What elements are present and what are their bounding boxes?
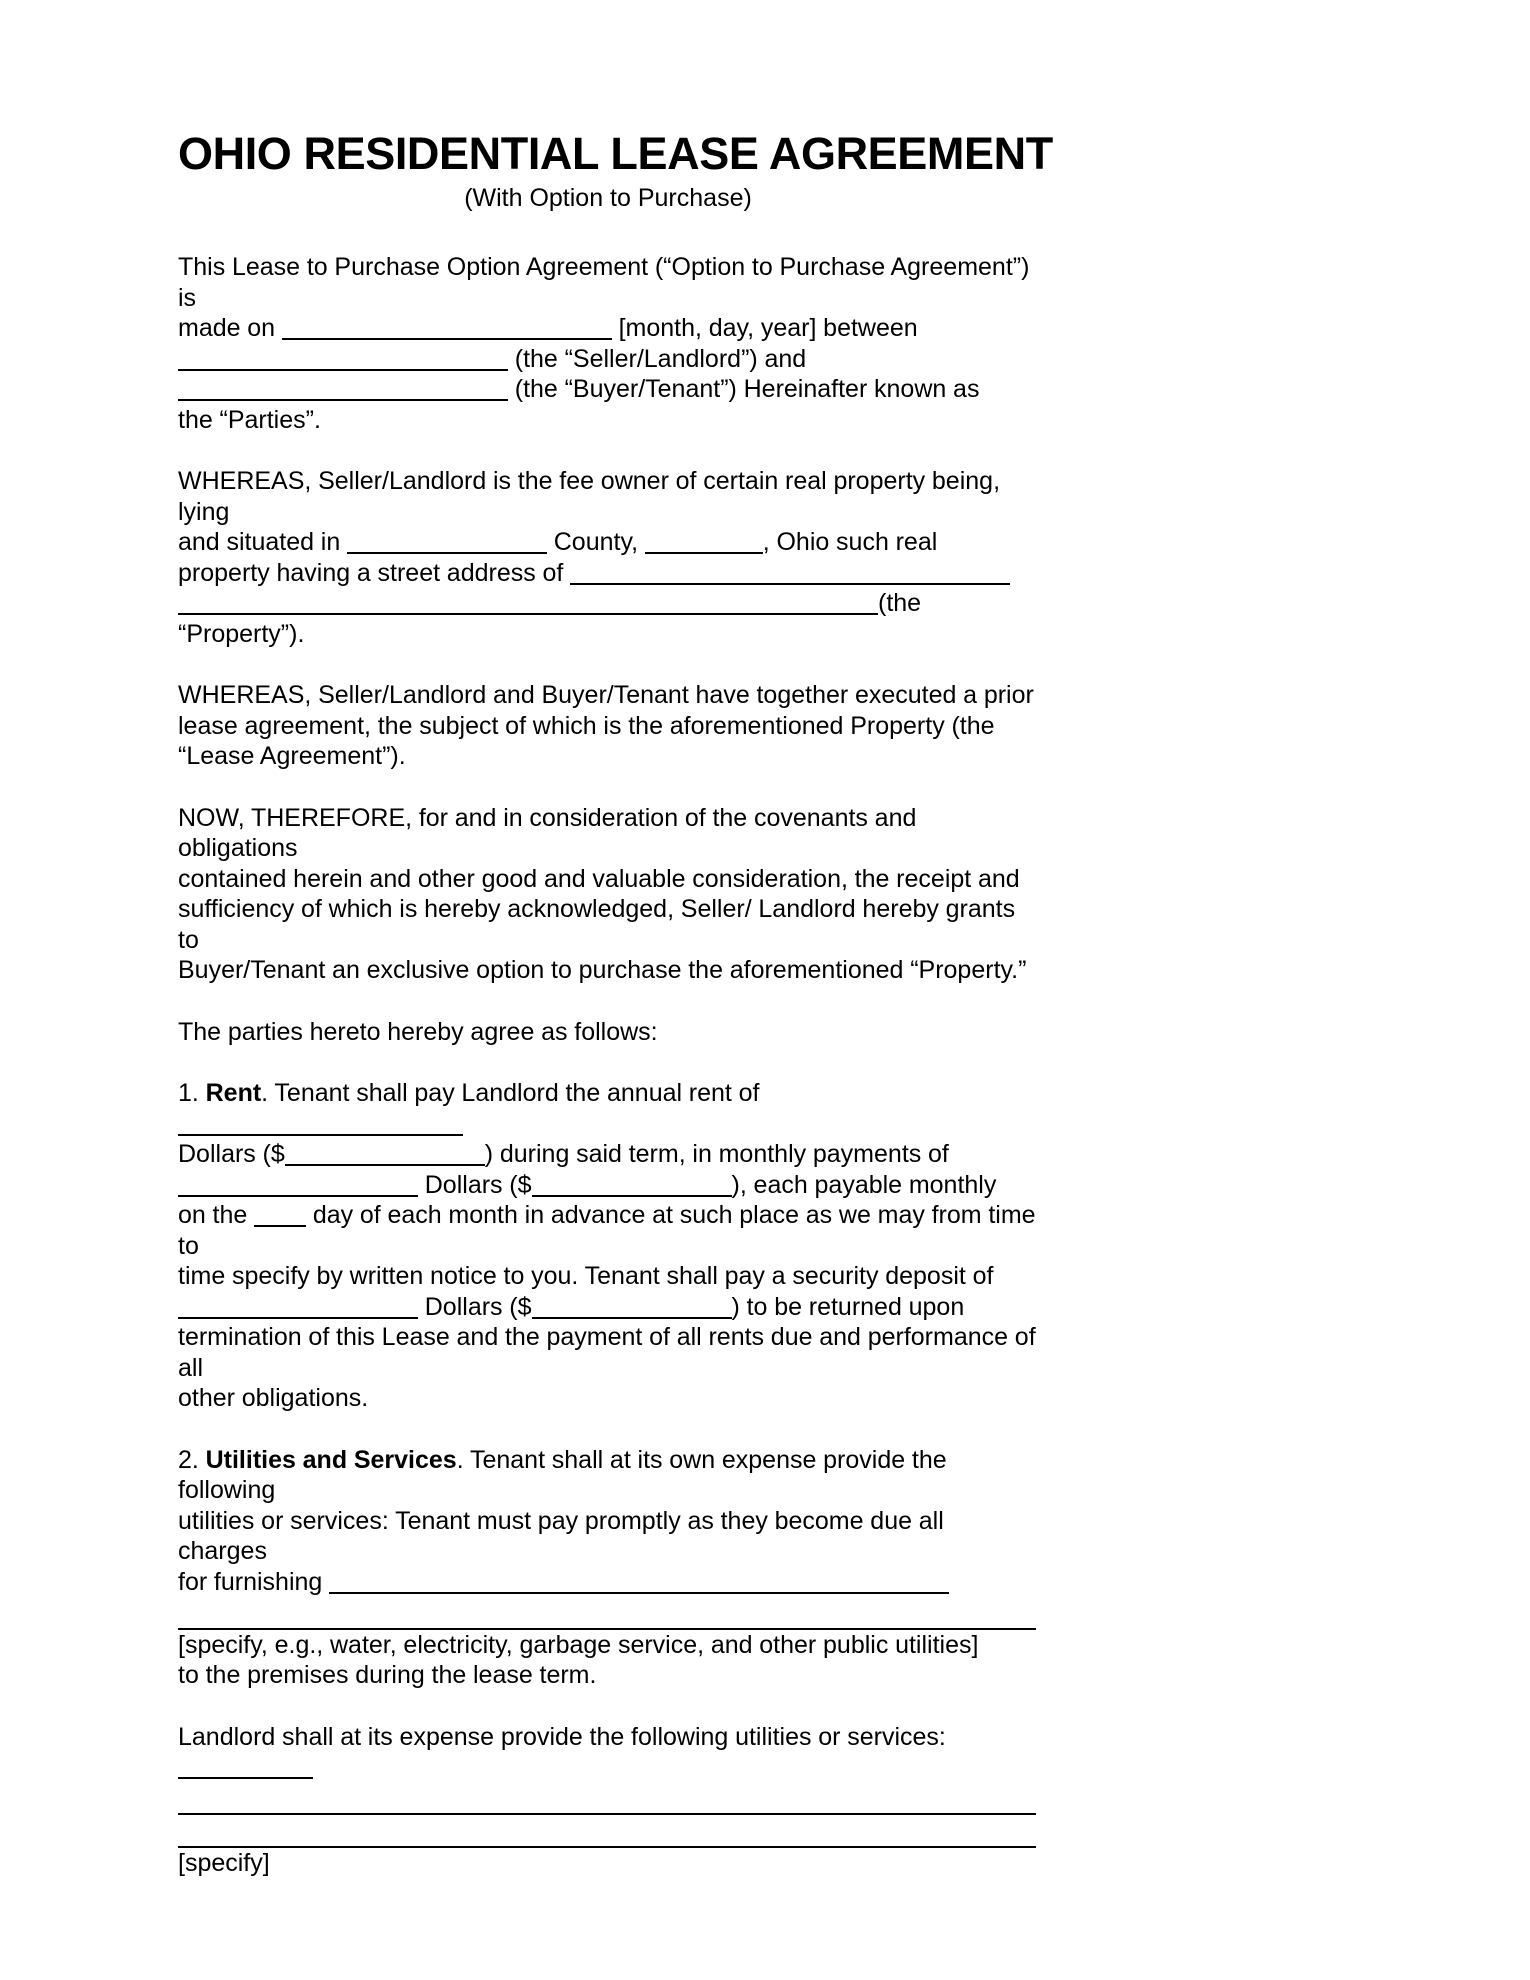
intro-line-1: This Lease to Purchase Option Agreement (“Option to Purchase Agreement”) is bbox=[178, 253, 1030, 312]
security-deposit-words-blank-field[interactable] bbox=[178, 1295, 418, 1319]
county-blank-field[interactable] bbox=[347, 530, 547, 554]
section-2-number: 2. bbox=[178, 1445, 199, 1474]
security-deposit-amount-blank-field[interactable] bbox=[532, 1295, 732, 1319]
annual-rent-words-blank-field[interactable] bbox=[178, 1112, 463, 1136]
now-therefore-line-2: contained herein and other good and valuable consideration, the receipt and bbox=[178, 864, 1020, 893]
intro-made-on-label: made on bbox=[178, 314, 276, 343]
section-2-utilities bbox=[178, 1445, 1038, 1598]
whereas1-property-label: (the “Property”). bbox=[178, 589, 922, 648]
now-therefore-line-3: sufficiency of which is hereby acknowledged, Seller/ Landlord hereby grants to bbox=[178, 895, 1016, 954]
section-1-text-4: Dollars ($ bbox=[424, 1170, 532, 1199]
section-2-specify-note bbox=[178, 1630, 1038, 1691]
due-day-blank-field[interactable] bbox=[254, 1203, 306, 1227]
intro-date-hint: [month, day, year] between bbox=[618, 314, 918, 343]
now-therefore-line-1: NOW, THEREFORE, for and in consideration of the covenants and obligations bbox=[178, 803, 917, 863]
section-1-rent bbox=[178, 1078, 1038, 1414]
section-1-text-7: day of each month in advance at such place as we may from time to bbox=[178, 1201, 1036, 1260]
section-2-specify-hint: [specify, e.g., water, electricity, garbage service, and other public utilities] bbox=[178, 1630, 979, 1659]
city-blank-field[interactable] bbox=[645, 530, 763, 554]
whereas1-line-1: WHEREAS, Seller/Landlord is the fee owner of certain real property being, lying bbox=[178, 467, 1001, 526]
section-1-number: 1. bbox=[178, 1079, 199, 1108]
intro-buyer-label: (the “Buyer/Tenant”) Hereinafter known as bbox=[514, 375, 980, 404]
landlord-specify-hint: [specify] bbox=[178, 1848, 270, 1877]
street-address-blank-field[interactable] bbox=[570, 561, 1010, 585]
section-1-text-5: ), each payable monthly bbox=[731, 1170, 997, 1199]
whereas2-line-1: WHEREAS, Seller/Landlord and Buyer/Tenant have together executed a prior bbox=[178, 681, 1034, 710]
section-1-text-10: ) to be returned upon bbox=[731, 1292, 965, 1321]
tenant-utilities-blank-field-2[interactable] bbox=[178, 1597, 1036, 1630]
section-2-text-3: for furnishing bbox=[178, 1567, 323, 1596]
section-2-text-2: utilities or services: Tenant must pay promptly as they become due all charges bbox=[178, 1506, 944, 1566]
section-1-text-11: termination of this Lease and the payment of all rents due and performance of all bbox=[178, 1323, 1036, 1382]
landlord-utilities-paragraph bbox=[178, 1722, 1038, 1783]
whereas1-ohio-label: , Ohio such real bbox=[762, 528, 938, 557]
street-address-blank-field-2[interactable] bbox=[178, 591, 878, 615]
whereas2-line-3: “Lease Agreement”). bbox=[178, 742, 406, 771]
whereas1-county-label: County, bbox=[553, 528, 639, 557]
page-title: OHIO RESIDENTIAL LEASE AGREEMENT bbox=[178, 128, 1053, 179]
section-2-text-1: . Tenant shall at its own expense provide the following bbox=[178, 1445, 947, 1505]
now-therefore-paragraph bbox=[178, 803, 1038, 986]
whereas1-address-label: property having a street address of bbox=[178, 558, 564, 587]
monthly-rent-words-blank-field[interactable] bbox=[178, 1173, 418, 1197]
section-2-heading: Utilities and Services bbox=[205, 1445, 457, 1474]
tenant-utilities-blank-field[interactable] bbox=[329, 1570, 949, 1594]
intro-paragraph bbox=[178, 252, 1038, 435]
whereas-lease-paragraph bbox=[178, 680, 1038, 772]
annual-rent-amount-blank-field[interactable] bbox=[285, 1142, 485, 1166]
landlord-utilities-blank-field[interactable] bbox=[178, 1755, 313, 1779]
section-1-text-2: Dollars ($ bbox=[178, 1140, 285, 1169]
landlord-specify-note bbox=[178, 1848, 1038, 1879]
buyer-tenant-blank-field[interactable] bbox=[178, 377, 508, 401]
section-1-text-3: ) during said term, in monthly payments of bbox=[484, 1140, 949, 1169]
section-1-text-8: time specify by written notice to you. Tenant shall pay a security deposit of bbox=[178, 1262, 994, 1291]
monthly-rent-amount-blank-field[interactable] bbox=[532, 1173, 732, 1197]
section-1-text-9: Dollars ($ bbox=[424, 1292, 532, 1321]
landlord-utilities-blank-field-3[interactable] bbox=[178, 1815, 1036, 1848]
document-content bbox=[178, 128, 1053, 1909]
now-therefore-line-4: Buyer/Tenant an exclusive option to purchase the aforementioned “Property.” bbox=[178, 956, 1027, 985]
whereas2-line-2: lease agreement, the subject of which is the aforementioned Property (the bbox=[178, 711, 995, 740]
intro-seller-label: (the “Seller/Landlord”) and bbox=[514, 344, 807, 373]
agree-intro-paragraph bbox=[178, 1017, 1038, 1048]
section-1-text-1: . Tenant shall pay Landlord the annual rent of bbox=[261, 1079, 760, 1108]
page-subtitle: (With Option to Purchase) bbox=[464, 183, 752, 212]
agree-intro-text: The parties hereto hereby agree as follows: bbox=[178, 1017, 658, 1046]
landlord-utilities-label: Landlord shall at its expense provide the following utilities or services: bbox=[178, 1722, 946, 1751]
date-blank-field[interactable] bbox=[282, 316, 612, 340]
seller-landlord-blank-field[interactable] bbox=[178, 347, 508, 371]
intro-parties-label: the “Parties”. bbox=[178, 405, 321, 434]
whereas-property-paragraph bbox=[178, 466, 1038, 649]
section-1-text-6: on the bbox=[178, 1201, 248, 1230]
landlord-utilities-blank-field-2[interactable] bbox=[178, 1783, 1036, 1816]
section-2-premises-text: to the premises during the lease term. bbox=[178, 1661, 597, 1690]
section-1-text-12: other obligations. bbox=[178, 1384, 369, 1413]
whereas1-situated-label: and situated in bbox=[178, 528, 341, 557]
section-1-heading: Rent bbox=[205, 1079, 262, 1108]
